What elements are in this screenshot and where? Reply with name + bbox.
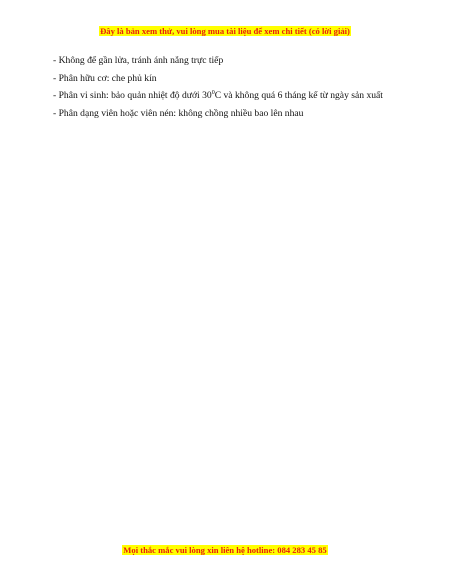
list-item-text: - Phân vi sinh: bảo quản nhiệt độ dưới 30 (53, 90, 212, 102)
list-item-text-continued: C và không quá 6 tháng kể từ ngày sản xuất (214, 90, 383, 102)
list-item (53, 87, 398, 105)
list-item: - Phân hữu cơ: che phủ kín (53, 72, 157, 84)
list-item: - Phân dạng viên hoặc viên nén: không chồng nhiều bao lên nhau (53, 107, 304, 119)
hotline-notice-text: Mọi thắc mắc vui lòng xin liên hệ hotline: 084 283 45 85 (123, 545, 327, 555)
preview-notice-text: Đây là bản xem thử, vui lòng mua tài liệu để xem chi tiết (có lời giải) (100, 26, 350, 36)
degree-superscript: 0 (211, 90, 215, 96)
preview-notice-banner (0, 26, 450, 37)
list-item: - Không để gần lửa, tránh ánh nắng trực tiếp (53, 55, 224, 66)
hotline-notice-banner (0, 545, 450, 556)
document-body (53, 52, 398, 122)
